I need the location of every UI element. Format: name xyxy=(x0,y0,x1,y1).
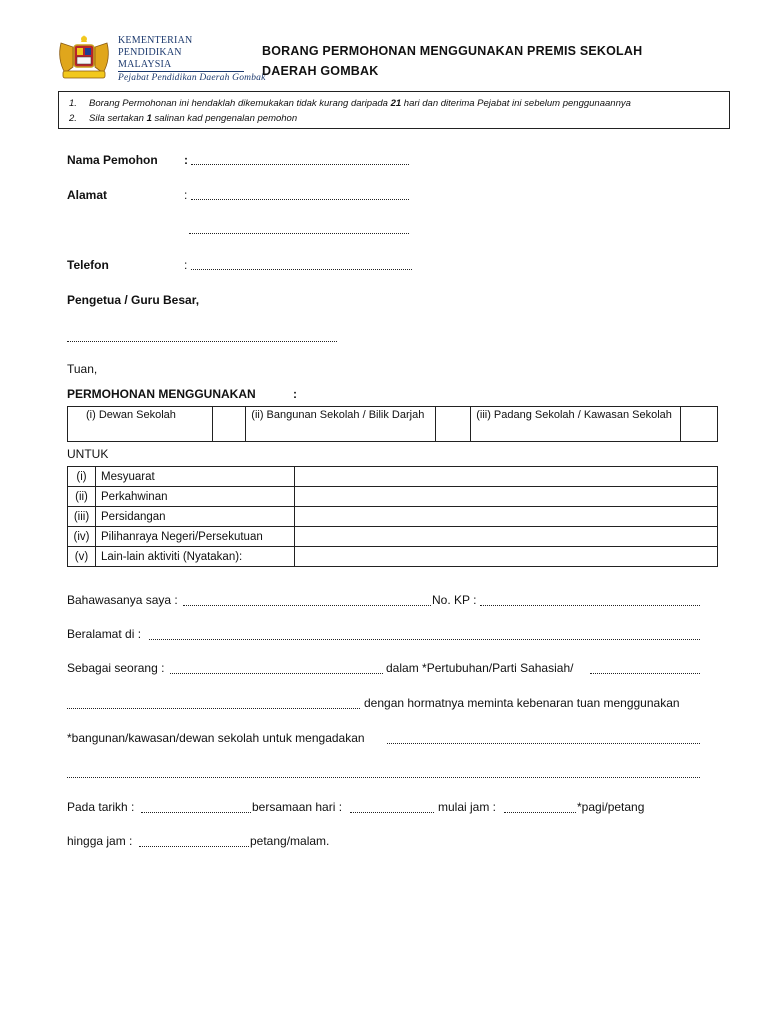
pengetua-label: Pengetua / Guru Besar, xyxy=(67,293,200,307)
pada-tarikh-label: Pada tarikh : xyxy=(67,800,135,814)
telefon-field[interactable] xyxy=(191,269,412,270)
alamat-label: Alamat xyxy=(67,188,108,202)
untuk-table xyxy=(67,466,718,567)
activity-label: Persidangan xyxy=(96,507,295,527)
activity-check-cell[interactable] xyxy=(295,487,718,507)
permohonan-colon: : xyxy=(293,387,297,401)
premis-checkbox-padang[interactable] xyxy=(681,407,718,442)
note-number: 2. xyxy=(69,113,77,124)
premis-checkbox-dewan[interactable] xyxy=(213,407,246,442)
pagi-petang-label: *pagi/petang xyxy=(577,800,645,814)
activity-label: Mesyuarat xyxy=(96,467,295,487)
nama-field[interactable] xyxy=(191,164,409,165)
salutation: Tuan, xyxy=(67,362,98,376)
activity-label: Lain-lain aktiviti (Nyatakan): xyxy=(96,547,295,567)
nama-colon: : xyxy=(184,153,188,167)
sebagai-field[interactable] xyxy=(170,673,383,674)
bahawasanya-label: Bahawasanya saya : xyxy=(67,593,178,607)
logo-text-line-1: KEMENTERIAN xyxy=(118,35,193,46)
row-number: (iii) xyxy=(68,507,96,527)
table-row xyxy=(68,487,718,507)
no-kp-field[interactable] xyxy=(480,605,700,606)
premis-checkbox-bangunan[interactable] xyxy=(436,407,471,442)
logo-divider xyxy=(118,71,244,72)
row-number: (ii) xyxy=(68,487,96,507)
activity-check-cell[interactable] xyxy=(295,507,718,527)
pertubuhan-field[interactable] xyxy=(590,673,700,674)
activity-check-cell[interactable] xyxy=(295,527,718,547)
note-text: Sila sertakan 1 salinan kad pengenalan pemohon xyxy=(89,113,298,124)
nama-label: Nama Pemohon xyxy=(67,153,158,167)
form-title: BORANG PERMOHONAN MENGGUNAKAN PREMIS SEKOLAH xyxy=(262,44,643,58)
no-kp-label: No. KP : xyxy=(432,593,477,607)
activity-check-cell[interactable] xyxy=(295,467,718,487)
logo-subtitle: Pejabat Pendidikan Daerah Gombak xyxy=(118,73,266,83)
activity-label: Perkahwinan xyxy=(96,487,295,507)
sebagai-label: Sebagai seorang : xyxy=(67,661,165,675)
premis-option-bangunan: (ii) Bangunan Sekolah / Bilik Darjah xyxy=(246,407,436,442)
row-number: (i) xyxy=(68,467,96,487)
premis-table xyxy=(67,406,718,442)
aktiviti-field[interactable] xyxy=(387,743,700,744)
table-row xyxy=(68,507,718,527)
logo-text-line-3: MALAYSIA xyxy=(118,59,172,70)
dengan-text: dengan hormatnya meminta kebenaran tuan menggunakan xyxy=(364,696,680,710)
row-number: (v) xyxy=(68,547,96,567)
note-number: 1. xyxy=(69,98,77,109)
telefon-label: Telefon xyxy=(67,258,109,272)
table-row xyxy=(68,467,718,487)
alamat-field-line-2[interactable] xyxy=(189,233,409,234)
premis-option-dewan: (i) Dewan Sekolah xyxy=(68,407,213,442)
note-text: Borang Permohonan ini hendaklah dikemukakan tidak kurang daripada 21 hari dan diterima Pejabat ini sebelum penggunaannya xyxy=(89,98,631,109)
bersamaan-label: bersamaan hari : xyxy=(252,800,343,814)
premis-option-padang: (iii) Padang Sekolah / Kawasan Sekolah xyxy=(471,407,681,442)
activity-check-cell[interactable] xyxy=(295,547,718,567)
mulai-jam-field[interactable] xyxy=(504,812,576,813)
beralamat-label: Beralamat di : xyxy=(67,627,142,641)
beralamat-field[interactable] xyxy=(149,639,700,640)
hingga-label: hingga jam : xyxy=(67,834,133,848)
bahawasanya-field[interactable] xyxy=(183,605,431,606)
hingga-jam-field[interactable] xyxy=(139,846,249,847)
table-row xyxy=(68,547,718,567)
row-number: (iv) xyxy=(68,527,96,547)
hari-field[interactable] xyxy=(350,812,434,813)
permohonan-label: PERMOHONAN MENGGUNAKAN xyxy=(67,387,256,401)
table-row xyxy=(68,527,718,547)
form-subtitle: DAERAH GOMBAK xyxy=(262,64,379,78)
alamat-colon: : xyxy=(184,188,188,202)
dalam-label: dalam *Pertubuhan/Parti Sahasiah/ xyxy=(386,661,574,675)
premis-row xyxy=(68,407,718,442)
pertubuhan-field-line-2[interactable] xyxy=(67,708,360,709)
untuk-label: UNTUK xyxy=(67,447,109,461)
crest-logo xyxy=(55,33,113,81)
tarikh-field[interactable] xyxy=(141,812,251,813)
petang-malam-label: petang/malam. xyxy=(250,834,330,848)
logo-text-line-2: PENDIDIKAN xyxy=(118,47,182,58)
pengetua-field[interactable] xyxy=(67,341,337,342)
alamat-field-line-1[interactable] xyxy=(191,199,409,200)
activity-label: Pilihanraya Negeri/Persekutuan xyxy=(96,527,295,547)
aktiviti-field-line-2[interactable] xyxy=(67,777,700,778)
notes-box xyxy=(58,91,730,129)
mulai-label: mulai jam : xyxy=(438,800,497,814)
telefon-colon: : xyxy=(184,258,188,272)
bangunan-text: *bangunan/kawasan/dewan sekolah untuk mengadakan xyxy=(67,731,365,745)
